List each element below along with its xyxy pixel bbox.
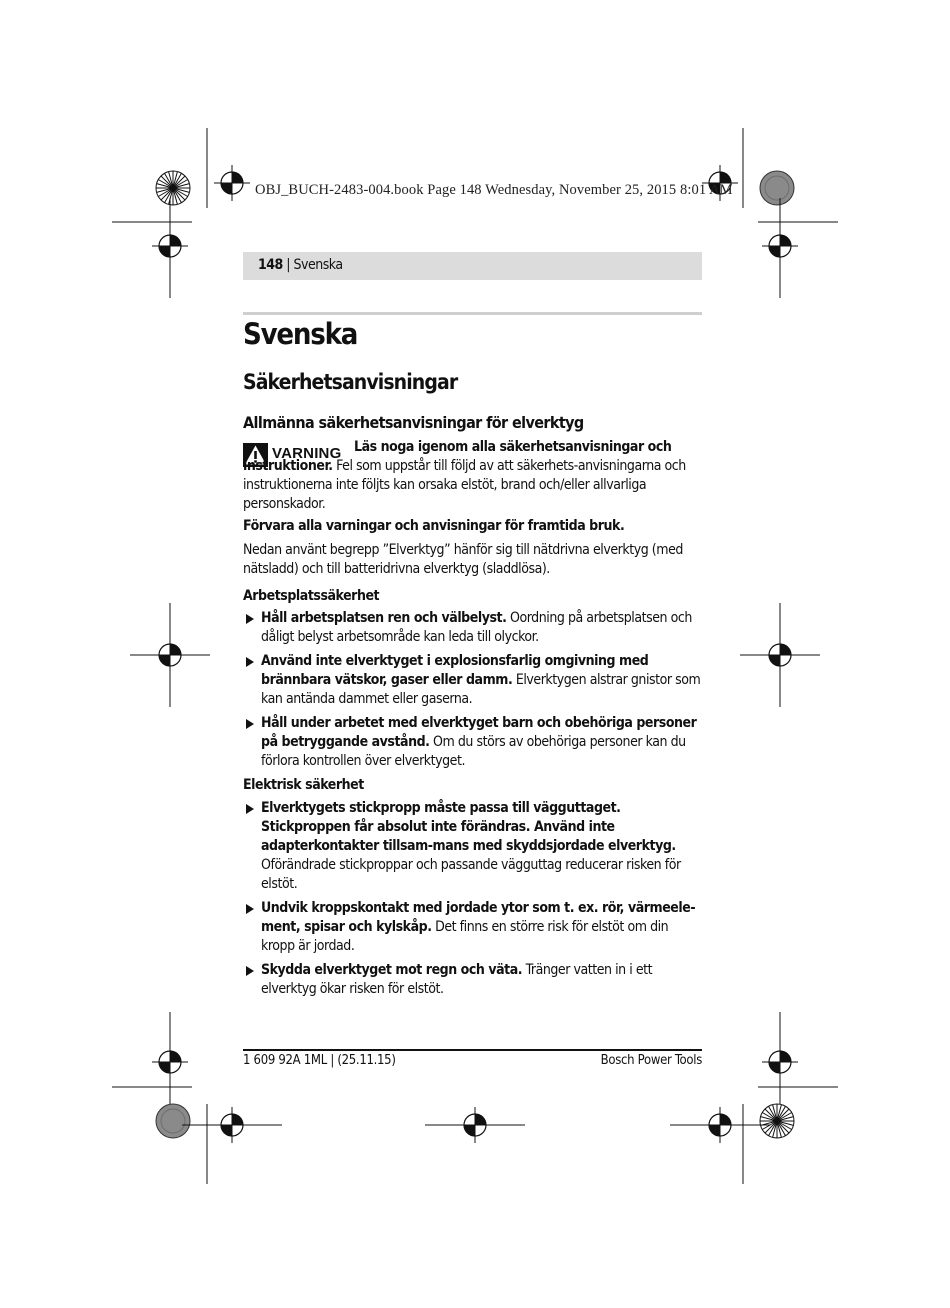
list-item xyxy=(243,961,702,999)
item-bold-text: Skydda elverktyget mot regn och väta. xyxy=(261,962,523,978)
item-text: Det finns en större risk för elstöt om din kropp är jordad. xyxy=(261,919,669,954)
warning-bold-text: Läs noga igenom alla säkerhetsanvisningar och instruktioner. xyxy=(243,439,672,474)
page-number: 148 xyxy=(258,257,283,273)
list-item xyxy=(243,714,702,771)
item-bold-text: Håll arbetsplatsen ren och välbelyst. xyxy=(261,610,507,626)
general-safety-heading: Allmänna säkerhetsanvisningar för elverktyg xyxy=(243,413,584,432)
electrical-safety-heading: Elektrisk säkerhet xyxy=(243,777,364,793)
slug-line: OBJ_BUCH-2483-004.book Page 148 Wednesday, November 25, 2015 8:01 AM xyxy=(255,182,733,198)
header-separator: | xyxy=(282,257,294,273)
bullet-arrow-icon xyxy=(246,804,254,814)
definition-paragraph: Nedan använt begrepp ”Elverktyg” hänför sig till nätdrivna elverktyg (med nätsladd) och till batteridrivna elverktyg (sladdlösa). xyxy=(243,542,683,577)
list-item xyxy=(243,652,702,709)
item-bold-text: Elverktygets stickpropp måste passa till vägguttaget. Stickproppen får absolut inte förändras. Använd inte adapterkontakter tillsam-mans med skyddsjordade elverktyg. xyxy=(261,800,676,854)
bullet-arrow-icon xyxy=(246,614,254,624)
language-heading: Svenska xyxy=(243,317,358,351)
footer-rule xyxy=(243,1049,702,1051)
bullet-arrow-icon xyxy=(246,719,254,729)
workplace-safety-heading: Arbetsplatssäkerhet xyxy=(243,588,380,604)
item-text: Elverktygen alstrar gnistor som kan antända dammet eller gaserna. xyxy=(261,672,701,707)
safety-heading: Säkerhetsanvisningar xyxy=(243,370,458,394)
top-rule xyxy=(243,312,702,315)
warning-label: VARNING xyxy=(272,445,342,462)
warning-paragraph xyxy=(243,438,702,514)
item-bold-text: Håll under arbetet med elverktyget barn och obehöriga personer på betryggande avstånd. xyxy=(261,715,697,750)
footer-brand: Bosch Power Tools xyxy=(600,1053,702,1068)
item-text: Tränger vatten in i ett elverktyg ökar risken för elstöt. xyxy=(261,962,653,997)
item-bold-text: Använd inte elverktyget i explosionsfarlig omgivning med brännbara vätskor, gaser eller damm. xyxy=(261,653,649,688)
item-text: Oförändrade stickproppar och passande vägguttag reducerar risken för elstöt. xyxy=(261,857,681,892)
item-text: Om du störs av obehöriga personer kan du förlora kontrollen över elverktyget. xyxy=(261,734,686,769)
footer-doc-number: 1 609 92A 1ML | (25.11.15) xyxy=(243,1053,396,1068)
keep-instructions-note: Förvara alla varningar och anvisningar för framtida bruk. xyxy=(243,518,625,534)
bullet-arrow-icon xyxy=(246,966,254,976)
page-header xyxy=(258,257,343,273)
list-item xyxy=(243,799,702,894)
warning-text: Fel som uppstår till följd av att säkerhets-anvisningarna och instruktionerna inte följts kan orsaka elstöt, brand och/eller allvarliga personskador. xyxy=(243,458,686,512)
list-item xyxy=(243,609,702,647)
workplace-safety-list xyxy=(243,609,702,776)
list-item xyxy=(243,899,702,956)
item-bold-text: Undvik kroppskontakt med jordade ytor som t. ex. rör, värmeele-ment, spisar och kylskåp. xyxy=(261,900,696,935)
item-text: Oordning på arbetsplatsen och dåligt belyst arbetsområde kan leda till olyckor. xyxy=(261,610,692,645)
header-section: Svenska xyxy=(293,257,343,273)
electrical-safety-list xyxy=(243,799,702,1004)
bullet-arrow-icon xyxy=(246,657,254,667)
bullet-arrow-icon xyxy=(246,904,254,914)
